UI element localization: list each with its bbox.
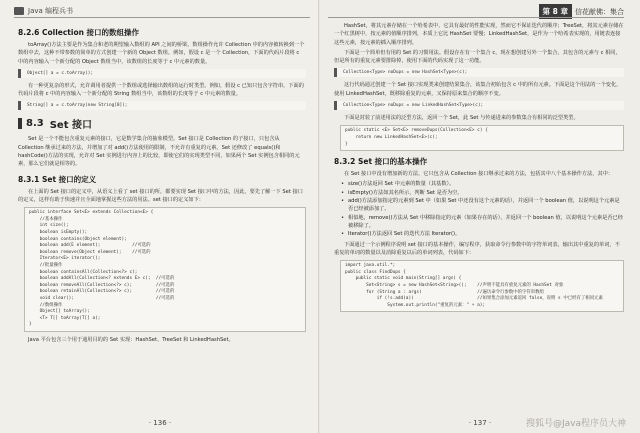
chapter-title: 信花献佛：集合 — [575, 7, 624, 16]
code-snippet: Collection<Type> noDups = new LinkedHashSet<Type>(c); — [334, 101, 624, 110]
section-number: 8.3 — [18, 118, 44, 129]
left-header-title: Java 编程兵书 — [28, 7, 74, 15]
right-page — [320, 0, 640, 433]
code-block: public static <E> Set<E> removeDups(Collection<E> c) { return new LinkedHashSet<E>(c); } — [340, 125, 624, 151]
paragraph: 这行代码通过创建一个 Set 接口实现类来创建结果集合，该集合初始包含 c 中的所有元素。下面是这个用法的一个变化，使用 LinkedHashSet，既移除重复的元素，又保持原来集合的顺序不变。 — [334, 82, 622, 97]
paragraph: HashSet，将其元素存储在一个哈希表中，它具有最好的性能实现，然而它不保证迭代的顺序；TreeSet，将其元素存储在一个红黑树中，按元素的值顺序排列，本质上它比 HashSet 要慢；LinkedHashSet，是作为一个哈希表实现的，用链表连接这些元素，按元素的插入顺序排列。 — [334, 23, 624, 46]
list-item: • add()方法添加指定的元素到 Set 中（如果 Set 中还没有这个元素的话），并返回一个 boolean 值，以说明这个元素是否已经被添加了。 — [348, 197, 624, 214]
page-number: · 136 · — [148, 419, 172, 427]
paragraph: toArray()方法主要是作为集合和老的期望输入数组的 API 之间的桥梁。数组操作允许 Collection 中的内容被转换到一个数组中去，这种不带参数的简单的方式创建一个新的 Object 数组。例如，假设 c 是一个 Collection，下面的代码片段将 c 中的内容输入一个新分配的 Object 数组当中，该数组的长度等于 c 中元素的数量。 — [18, 42, 305, 65]
section-832-heading: 8.3.2 Set 接口的基本操作 — [334, 157, 428, 167]
list-item: • 相似地，remove()方法从 Set 中移除指定的元素（如果存在的话），并返回一个 boolean 值，以说明这个元素是否已经被移除了。 — [348, 214, 624, 231]
list-item: • size()方法返回 Set 中元素的数量（其基数）。 — [348, 180, 624, 188]
section-83-heading — [18, 116, 306, 131]
paragraph: 在上面的 Set 接口的定义中，从语义上看了 set 接口的所，都要实现 Set 接口中的方法，因此，要先了解一下 Set 接口的定义，这样有助于快速并且全面地掌握这些方法的用法。set 接口的定义如下： — [18, 188, 303, 203]
paragraph: Set 是一个不能包含重复元素的接口，它是数学集合的抽象模型。Set 接口是 Collection 的子接口，只包含从 Collection 继承过来的方法，并增加了对 add()方法使用的限制，不允许有重复的元素。Set 还修改了 equals()和 hashCode()方法的实现，允许对 Set 实例进行内容上的比较，即使它们的实现类型不同，如果两个 Set 实例包含相同的元素，那么它们就是相等的。 — [18, 136, 300, 168]
header-rule — [14, 17, 310, 18]
code-snippet: Collection<Type> noDups = new HashSet<Type>(c); — [334, 68, 624, 77]
section-831-heading: 8.3.1 Set 接口的定义 — [18, 174, 97, 184]
list-item: • Iterator()方法返回 Set 的迭代方法 Iterator()。 — [348, 230, 624, 238]
paragraph: 下面是封装了前述用法的泛型方法，返回一个 Set，此 Set 与传递进来的参数集合有相同的泛型类型。 — [344, 115, 579, 122]
watermark: 搜狐号@Java程序员大神 — [525, 419, 626, 429]
section-title: Set 接口 — [49, 120, 92, 132]
paragraph: 有一种更复杂的形式，允许调用者提供一个数组或选择输出数组的运行时类型。例如，假设 c 已知只包含字符串，下面的代码片段将 c 中的内容输入一个新分配的 String 数组当中，该数组的长度等于 c 中元素的数量。 — [18, 82, 304, 98]
code-block: import java.util.*; public class FindDups { public static void main(String[] args) { Set<String> s = new HashSet<String>(); //声明不能具有重复元素的 HashSet 对象 for (String a : args) //遍历命令行参数中的字符串数组 if (!s.add(a)) //如果集合添加元素返回 false，说明 s 中已经有了相同元素 System.out.println("重复的元素：" + a); — [340, 260, 624, 312]
paragraph: 在 Set 接口中没有增加新的方法，它只包含从 Collection 接口继承过来的方法，包括其中八个基本操作方法，其中： — [344, 171, 614, 178]
code-snippet: String[] a = c.toArray(new String[0]); — [18, 101, 306, 110]
book-icon — [14, 7, 24, 15]
left-header — [14, 6, 73, 16]
code-snippet: Object[] a = c.toArray(); — [18, 69, 306, 78]
header-rule — [328, 17, 624, 18]
paragraph: 下面通过一个示例程序说明 set 接口的基本操作，编写程序，获取命令行参数中的字符单词表，输出其中重复的单词，不重复的单词的数量以及消除重复以后的单词列表，代码如下： — [334, 241, 620, 256]
section-826-heading: 8.2.6 Collection 接口的数组操作 — [18, 28, 140, 37]
bullet-list — [340, 180, 624, 238]
paragraph: 下面是一个简单但有用的 Set 的习惯用法。假设存在有一个集合 c，现在想创建另外一个集合，其包含的元素与 c 相同，但是所有的重复元素要排除掉，使用下面的代码实现了这一功能。 — [334, 49, 621, 65]
list-item: • isEmpty()方法如其名所示，判断 Set 是否为空。 — [348, 189, 624, 197]
chapter-badge: 第 8 章 — [539, 4, 572, 19]
paragraph: Java 平台包含三个用于通用目的的 Set 实现：HashSet、TreeSet 和 LinkedHashSet。 — [28, 336, 234, 343]
page-number: · 137 · — [468, 419, 492, 427]
code-block: public interface Set<E> extends Collection<E> { //基本操作 int size(); boolean isEmpty(); boolean contains(Object element); boolean add(E element); //可选的 boolean remove(Object element); //可选的 Iterator<E> iterator(); //批量操作 boolean containsAll(Collection<?> c); boolean addAll(Collection<? extends E> c); //可选的 boolean removeAll(Collection<?> c); //可选的 boolean retainAll(Collection<?> c); //可选的 void clear(); //可选的 //数组操作 Object[] toArray(); <T> T[] toArray(T[] a); } — [24, 207, 306, 332]
